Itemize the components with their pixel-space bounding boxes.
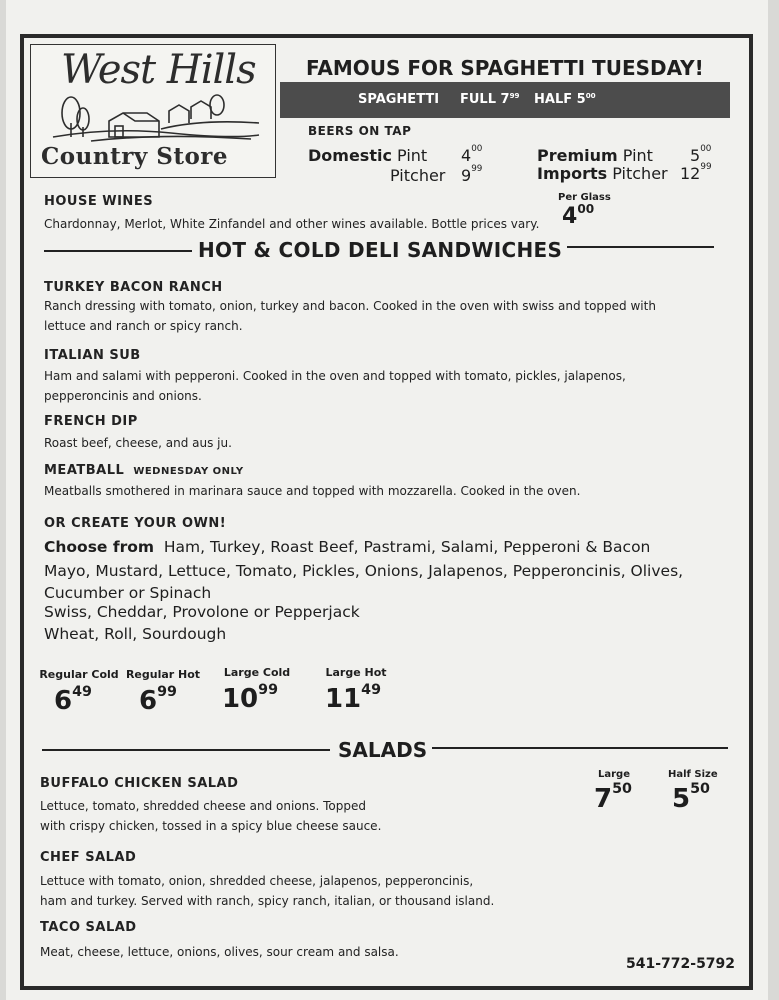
create-cheeses: Swiss, Cheddar, Provolone or Pepperjack [44, 603, 360, 621]
salad-large-price: $7^{50}$ [594, 781, 632, 814]
item-italian-sub-desc: Ham and salami with pepperoni. Cooked in the oven and topped with tomato, pickles, jalapenos, pepperoncinis and onions. [44, 369, 626, 403]
item-taco-salad-name: TACO SALAD [40, 920, 137, 935]
spaghetti-banner [280, 82, 730, 118]
salads-rule-left [42, 749, 330, 751]
item-taco-salad-desc: Meat, cheese, lettuce, onions, olives, sour cream and salsa. [40, 945, 399, 959]
deli-rule-left [44, 250, 192, 252]
salads-rule-right [432, 747, 728, 749]
beer-imports-pitcher-price: $12^{99}$ [680, 162, 712, 183]
beer-premium-pint-price: $5^{00}$ [690, 144, 712, 165]
create-own-heading: OR CREATE YOUR OWN! [44, 516, 227, 531]
beer-domestic-pitcher: Pitcher [390, 166, 446, 185]
beer-premium-pint: Premium Pint [537, 146, 653, 165]
salads-heading: SALADS [338, 738, 428, 762]
per-glass-label: Per Glass [558, 192, 611, 203]
price-regular-hot-label: Regular Hot [125, 668, 201, 681]
store-logo [30, 44, 276, 178]
item-italian-sub-name: ITALIAN SUB [44, 348, 141, 363]
create-toppings-1: Mayo, Mustard, Lettuce, Tomato, Pickles, Onions, Jalapenos, Pepperoncinis, Olives, [44, 562, 684, 580]
logo-title: West Hills [61, 47, 256, 93]
item-meatball-desc: Meatballs smothered in marinara sauce and topped with mozzarella. Cooked in the oven. [44, 484, 581, 498]
salad-large-label: Large [598, 769, 630, 780]
price-regular-hot: $6^{99}$ [139, 683, 177, 716]
price-regular-cold: $6^{49}$ [54, 683, 92, 716]
wines-heading: HOUSE WINES [44, 194, 154, 209]
price-large-hot: $11^{49}$ [324, 681, 382, 714]
deli-heading: HOT & COLD DELI SANDWICHES [198, 238, 563, 262]
price-large-hot-label: Large Hot [325, 666, 387, 679]
banner-full: FULL $7^{99}$ [460, 90, 520, 107]
item-buffalo-chicken-salad-desc: Lettuce, tomato, shredded cheese and onions. Topped with crispy chicken, tossed in a spicy blue cheese sauce. [40, 799, 382, 833]
price-regular-cold-label: Regular Cold [39, 668, 119, 681]
item-turkey-bacon-ranch-desc: Ranch dressing with tomato, onion, turkey and bacon. Cooked in the oven with swiss and topped with lettuce and ranch or spicy ranch. [44, 299, 656, 333]
salad-half-price: $5^{50}$ [672, 781, 710, 814]
beer-imports-pitcher: Imports Pitcher [537, 164, 668, 183]
item-french-dip-desc: Roast beef, cheese, and aus ju. [44, 436, 232, 450]
item-french-dip-name: FRENCH DIP [44, 414, 138, 429]
wine-price: $4^{00}$ [562, 201, 595, 229]
price-large-cold-label: Large Cold [223, 666, 291, 679]
create-breads: Wheat, Roll, Sourdough [44, 625, 227, 643]
wines-desc: Chardonnay, Merlot, White Zinfandel and other wines available. Bottle prices vary. [44, 217, 540, 231]
beer-domestic-pint-price: $4^{00}$ [461, 144, 483, 165]
create-meats: Choose from Ham, Turkey, Roast Beef, Pastrami, Salami, Pepperoni & Bacon [44, 538, 651, 556]
create-toppings-2: Cucumber or Spinach [44, 584, 212, 602]
logo-subtitle: Country Store [41, 143, 229, 170]
phone-number: 541-772-5792 [626, 956, 736, 972]
item-turkey-bacon-ranch-name: TURKEY BACON RANCH [44, 280, 223, 295]
item-chef-salad-desc: Lettuce with tomato, onion, shredded cheese, jalapenos, pepperoncinis, ham and turkey. Served with ranch, spicy ranch, italian, or thousand island. [40, 874, 495, 908]
banner-item: SPAGHETTI [358, 92, 440, 107]
beer-domestic-pitcher-price: $9^{99}$ [461, 164, 483, 185]
beers-heading: BEERS ON TAP [308, 124, 412, 138]
headline: FAMOUS FOR SPAGHETTI TUESDAY! [306, 56, 704, 80]
farm-illustration-icon [51, 93, 261, 145]
price-large-cold: $10^{99}$ [221, 681, 279, 714]
salad-half-label: Half Size [668, 769, 718, 780]
banner-half: HALF $5^{00}$ [534, 90, 596, 107]
item-buffalo-chicken-salad-name: BUFFALO CHICKEN SALAD [40, 776, 239, 791]
deli-rule-right [567, 246, 714, 248]
beer-domestic-pint: Domestic Pint [308, 146, 428, 165]
item-chef-salad-name: CHEF SALAD [40, 850, 137, 865]
item-meatball-name: MEATBALL WEDNESDAY ONLY [44, 463, 244, 478]
